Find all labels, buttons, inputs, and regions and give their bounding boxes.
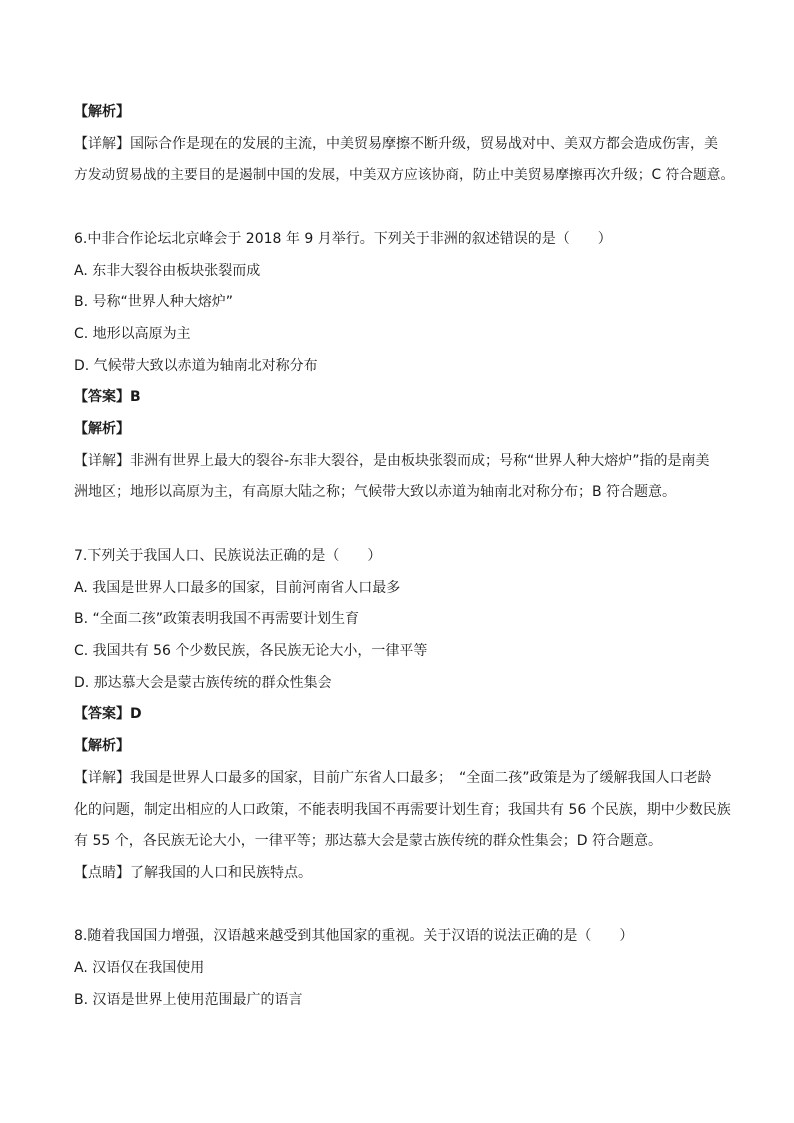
q6-option-a: A. 东非大裂谷由板块张裂而成	[74, 263, 261, 279]
q7-detail-line-1: 【详解】我国是世界人口最多的国家，目前广东省人口最多； “全面二孩”政策是为了缓解我国人口老龄	[74, 770, 712, 786]
q6-detail-line-1: 【详解】非洲有世界上最大的裂谷-东非大裂谷，是由板块张裂而成；号称“世界人种大熔炉”指的是南美	[74, 453, 710, 469]
q6-answer: 【答案】B	[74, 389, 141, 405]
q7-answer: 【答案】D	[74, 706, 142, 722]
q7-detail-line-2: 化的问题，制定出相应的人口政策，不能表明我国不再需要计划生育；我国共有 56 个民族，期中少数民族	[74, 802, 731, 818]
q7-tip: 【点睛】了解我国的人口和民族特点。	[74, 865, 312, 881]
q6-detail-line-2: 洲地区；地形以高原为主，有高原大陆之称；气候带大致以赤道为轴南北对称分布；B 符合题意。	[74, 484, 677, 500]
q6-option-c: C. 地形以高原为主	[74, 326, 191, 342]
prev-detail-line-1: 【详解】国际合作是现在的发展的主流，中美贸易摩擦不断升级，贸易战对中、美双方都会造成伤害，美	[74, 136, 718, 152]
q6-option-b: B. 号称“世界人种大熔炉”	[74, 294, 234, 310]
prev-detail-line-2: 方发动贸易战的主要目的是遏制中国的发展，中美双方应该协商，防止中美贸易摩擦再次升级；C 符合题意。	[74, 167, 735, 183]
q7-analysis-label: 【解析】	[74, 738, 130, 754]
q7-stem: 7.下列关于我国人口、民族说法正确的是（ ）	[74, 548, 382, 564]
q6-analysis-label: 【解析】	[74, 421, 130, 437]
prev-analysis-label: 【解析】	[74, 104, 130, 120]
q8-stem: 8.随着我国国力增强，汉语越来越受到其他国家的重视。关于汉语的说法正确的是（ ）	[74, 928, 634, 944]
q7-option-c: C. 我国共有 56 个少数民族，各民族无论大小，一律平等	[74, 643, 428, 659]
q6-stem: 6.中非合作论坛北京峰会于 2018 年 9 月举行。下列关于非洲的叙述错误的是（ ）	[74, 231, 612, 247]
q7-option-d: D. 那达慕大会是蒙古族传统的群众性集会	[74, 675, 332, 691]
q7-option-b: B. “全面二孩”政策表明我国不再需要计划生育	[74, 611, 360, 627]
q7-option-a: A. 我国是世界人口最多的国家，目前河南省人口最多	[74, 580, 401, 596]
q8-option-b: B. 汉语是世界上使用范围最广的语言	[74, 992, 303, 1008]
q7-detail-line-3: 有 55 个，各民族无论大小，一律平等；那达慕大会是蒙古族传统的群众性集会；D 符合题意。	[74, 833, 662, 849]
q6-option-d: D. 气候带大致以赤道为轴南北对称分布	[74, 358, 318, 374]
q8-option-a: A. 汉语仅在我国使用	[74, 960, 205, 976]
